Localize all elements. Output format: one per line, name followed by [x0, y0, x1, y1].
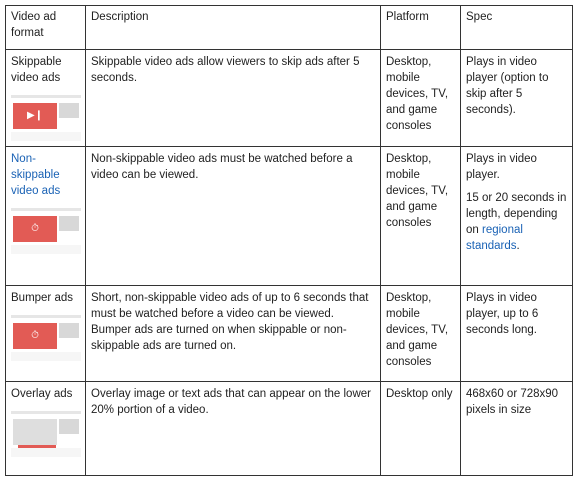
header-format: Video ad format	[6, 6, 86, 50]
regional-standards-link[interactable]: regional standards	[466, 224, 523, 252]
header-platform: Platform	[381, 6, 461, 50]
non-skippable-link[interactable]: Non-skippable video ads	[11, 153, 61, 197]
thumb-side-panel	[59, 323, 79, 338]
format-cell	[6, 147, 86, 286]
thumb-topbar	[11, 95, 81, 98]
thumb-side-panel	[59, 419, 79, 434]
format-label: Bumper ads	[11, 292, 74, 304]
thumb-side-panel	[59, 216, 79, 231]
spec-tail: .	[516, 240, 520, 252]
format-cell	[6, 286, 86, 382]
platform-cell: Desktop, mobile devices, TV, and game consoles	[381, 50, 461, 147]
thumb-bottom	[11, 352, 81, 361]
thumb-player	[13, 419, 57, 445]
header-description: Description	[86, 6, 381, 50]
platform-cell: Desktop, mobile devices, TV, and game consoles	[381, 286, 461, 382]
thumb-topbar	[11, 315, 81, 318]
non-skippable-ad-thumbnail	[11, 208, 81, 254]
format-label: Overlay ads	[11, 388, 73, 400]
spec-cell	[461, 382, 573, 476]
spec-cell	[461, 50, 573, 147]
table-row	[6, 286, 573, 382]
platform-cell: Desktop only	[381, 382, 461, 476]
table-row	[6, 147, 573, 286]
description-cell: Short, non-skippable video ads of up to 6 seconds that must be watched before a video can be viewed. Bumper ads are turned on when skippable or non-skippable ads are turned on.	[86, 286, 381, 382]
thumb-topbar	[11, 411, 81, 414]
thumb-bottom	[11, 448, 81, 457]
overlay-ad-thumbnail	[11, 411, 81, 457]
skip-icon: ▶❙	[26, 110, 44, 121]
format-cell	[6, 50, 86, 147]
spec-text: Plays in video player, up to 6 seconds long.	[466, 292, 539, 336]
format-label: Skippable video ads	[11, 56, 62, 84]
header-row	[6, 6, 573, 50]
timer-icon: ⏱	[31, 223, 39, 234]
format-cell	[6, 382, 86, 476]
thumb-side-panel	[59, 103, 79, 118]
timer-icon: ⏱	[31, 330, 39, 341]
thumb-player	[13, 103, 57, 129]
description-cell: Overlay image or text ads that can appear on the lower 20% portion of a video.	[86, 382, 381, 476]
video-ad-formats-table	[5, 5, 573, 476]
platform-cell: Desktop, mobile devices, TV, and game consoles	[381, 147, 461, 286]
bumper-ad-thumbnail	[11, 315, 81, 361]
spec-length-text: 15 or 20 seconds in length, depending on	[466, 192, 567, 236]
thumb-player	[13, 216, 57, 242]
spec-text: 468x60 or 728x90 pixels in size	[466, 388, 559, 416]
thumb-player	[13, 323, 57, 349]
description-cell: Skippable video ads allow viewers to skip ads after 5 seconds.	[86, 50, 381, 147]
table-row	[6, 382, 573, 476]
table-row	[6, 50, 573, 147]
thumb-bottom	[11, 132, 81, 141]
thumb-topbar	[11, 208, 81, 211]
skippable-ad-thumbnail	[11, 95, 81, 141]
spec-cell	[461, 147, 573, 286]
description-cell: Non-skippable video ads must be watched before a video can be viewed.	[86, 147, 381, 286]
spec-text: Plays in video player.	[466, 153, 537, 181]
header-spec: Spec	[461, 6, 573, 50]
spec-text-length	[466, 190, 567, 254]
spec-text: Plays in video player (option to skip after 5 seconds).	[466, 56, 549, 116]
spec-cell	[461, 286, 573, 382]
thumb-bottom	[11, 245, 81, 254]
